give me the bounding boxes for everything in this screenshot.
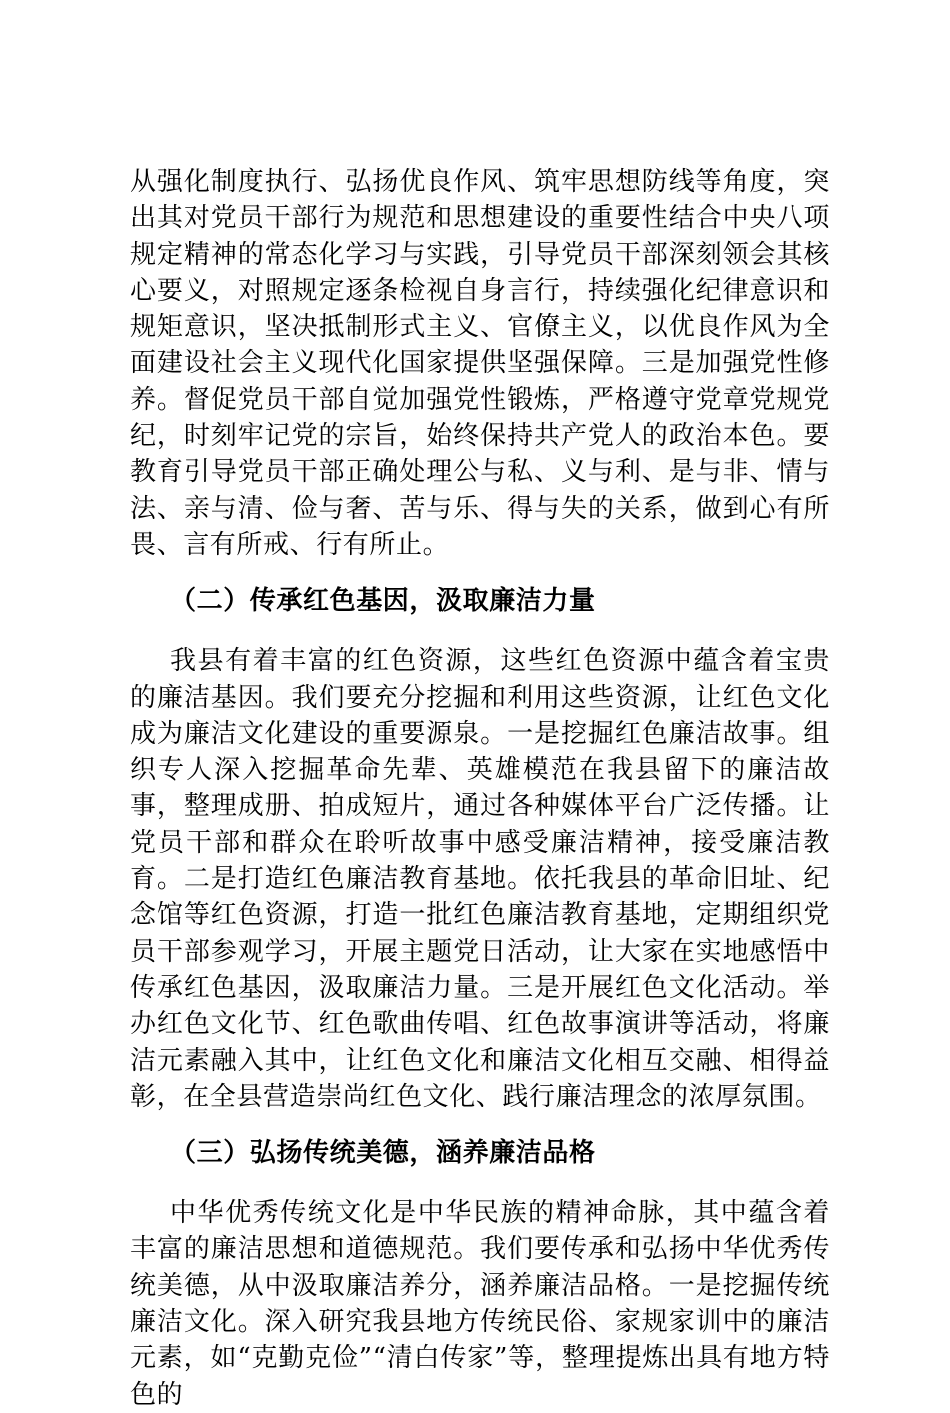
- document-body: [130, 164, 830, 1413]
- section-heading-2: （二）传承红色基因，汲取廉洁力量: [170, 586, 596, 617]
- section-heading-3: （三）弘扬传统美德，涵养廉洁品格: [170, 1138, 596, 1169]
- body-paragraph-3: 中华优秀传统文化是中华民族的精神命脉，其中蕴含着丰富的廉洁思想和道德规范。我们要传承和弘扬中华优秀传统美德，从中汲取廉洁养分，涵养廉洁品格。一是挖掘传统廉洁文化。深入研究我县地方传统民俗、家规家训中的廉洁元素，如“克勤克俭”“清白传家”等，整理提炼出具有地方特色的: [130, 1198, 830, 1410]
- body-paragraph-1: 从强化制度执行、弘扬优良作风、筑牢思想防线等角度，突出其对党员干部行为规范和思想建设的重要性结合中央八项规定精神的常态化学习与实践，引导党员干部深刻领会其核心要义，对照规定逐条检视自身言行，持续强化纪律意识和规矩意识，坚决抵制形式主义、官僚主义，以优良作风为全面建设社会主义现代化国家提供坚强保障。三是加强党性修养。督促党员干部自觉加强党性锻炼，严格遵守党章党规党纪，时刻牢记党的宗旨，始终保持共产党人的政治本色。要教育引导党员干部正确处理公与私、义与利、是与非、情与法、亲与清、俭与奢、苦与乐、得与失的关系，做到心有所畏、言有所戒、行有所止。: [130, 167, 830, 560]
- body-paragraph-2: 我县有着丰富的红色资源，这些红色资源中蕴含着宝贵的廉洁基因。我们要充分挖掘和利用这些资源，让红色文化成为廉洁文化建设的重要源泉。一是挖掘红色廉洁故事。组织专人深入挖掘革命先辈、英雄模范在我县留下的廉洁故事，整理成册、拍成短片，通过各种媒体平台广泛传播。让党员干部和群众在聆听故事中感受廉洁精神，接受廉洁教育。二是打造红色廉洁教育基地。依托我县的革命旧址、纪念馆等红色资源，打造一批红色廉洁教育基地，定期组织党员干部参观学习，开展主题党日活动，让大家在实地感悟中传承红色基因，汲取廉洁力量。三是开展红色文化活动。举办红色文化节、红色歌曲传唱、红色故事演讲等活动，将廉洁元素融入其中，让红色文化和廉洁文化相互交融、相得益彰，在全县营造崇尚红色文化、践行廉洁理念的浓厚氛围。: [130, 646, 830, 1112]
